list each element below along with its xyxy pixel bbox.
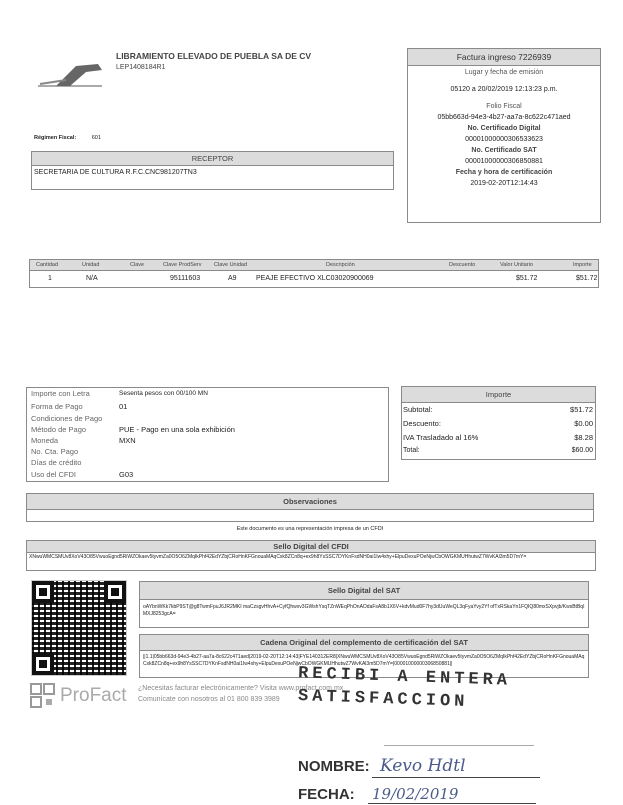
totals-box — [401, 386, 596, 460]
folio-value: 05bb663d-94e3-4b27-aa7a-8c622c471aed — [437, 114, 571, 121]
cell-unit-value: $51.72 — [516, 275, 538, 282]
account-row — [31, 447, 384, 456]
fiscal-regime-value: 601 — [91, 135, 101, 141]
payment-method-label: Método de Pago — [31, 425, 87, 434]
amount-words-label: Importe con Letra — [31, 389, 90, 398]
folio-label: Folio Fiscal — [486, 103, 522, 110]
table-row — [30, 271, 598, 287]
receptor-box — [31, 151, 394, 190]
invoice-info-box — [407, 48, 601, 223]
footer-line-1: ¿Necesitas facturar electrónicamente? Visita www.profact.com.mx — [138, 685, 344, 692]
cert-date-label: Fecha y hora de certificación — [455, 169, 553, 176]
issuer-rfc: LEP1408184R1 — [116, 64, 166, 71]
total-row — [403, 447, 593, 454]
cell-unitkey: A9 — [228, 275, 237, 282]
currency-row — [31, 436, 384, 445]
discount-label: Descuento: — [403, 419, 441, 428]
issuer-name: LIBRAMIENTO ELEVADO DE PUEBLA SA DE CV — [116, 51, 312, 61]
discount-row — [403, 419, 593, 428]
col-clave-prodserv: Clave ProdServ — [163, 262, 202, 268]
total-value: $60.00 — [571, 447, 593, 454]
amount-words-row — [31, 389, 384, 398]
place-date-value: 05120 a 20/02/2019 12:13:23 p.m. — [450, 86, 558, 93]
col-clave: Clave — [130, 262, 145, 268]
fiscal-regime — [34, 135, 101, 141]
col-descripcion: Descripción — [326, 262, 355, 268]
qr-code — [31, 580, 127, 676]
cfdi-use-label: Uso del CFDI — [31, 470, 77, 479]
col-clave-unidad: Clave Unidad — [214, 262, 248, 268]
payment-method-value: PUE - Pago en una sola exhibición — [119, 425, 235, 434]
cell-prodserv: 95111603 — [170, 275, 201, 282]
company-logo — [36, 58, 106, 90]
received-stamp-line-1: RECIBI A ENTERA — [297, 664, 512, 691]
date-handwritten: 19/02/2019 — [372, 785, 459, 803]
amount-words-value: Sesenta pesos con 00/100 MN — [119, 390, 208, 397]
payment-form-label: Forma de Pago — [31, 402, 83, 411]
sat-cert-value: 00001000000306850881 — [465, 158, 543, 165]
cert-value: 00001000000306533623 — [465, 136, 543, 143]
cert-label: No. Certificado Digital — [467, 125, 541, 132]
account-label: No. Cta. Pago — [31, 447, 79, 456]
payment-conditions-label: Condiciones de Pago — [31, 414, 103, 423]
col-valor-unitario: Valor Unitario — [500, 262, 533, 268]
cell-desc: PEAJE EFECTIVO XLC03020900069 — [256, 275, 374, 282]
observations-header: Observaciones — [27, 494, 593, 510]
sat-seal-header: Sello Digital del SAT — [140, 582, 588, 600]
currency-label: Moneda — [31, 436, 59, 445]
subtotal-row — [403, 405, 593, 414]
name-label: NOMBRE: — [298, 758, 370, 775]
credit-days-label: Días de crédito — [31, 458, 82, 467]
name-handwritten: Kevo Hdtl — [380, 756, 466, 776]
currency-value: MXN — [119, 436, 136, 445]
totals-header: Importe — [402, 387, 595, 403]
footer-line-2: Comunícate con nosotros al 01 800 839 3989 — [138, 696, 280, 703]
col-unidad: Unidad — [82, 262, 100, 268]
invoice-title: Factura ingreso 7226939 — [408, 49, 600, 66]
receptor-header: RECEPTOR — [32, 152, 393, 166]
cert-date-value: 2019-02-20T12:14:43 — [470, 180, 538, 187]
cell-amount: $51.72 — [576, 275, 598, 282]
subtotal-value: $51.72 — [570, 405, 593, 414]
fiscal-regime-label: Régimen Fiscal: — [34, 135, 77, 141]
credit-days-row — [31, 458, 384, 467]
date-label: FECHA: — [298, 786, 355, 803]
items-header-row — [30, 260, 598, 271]
original-chain-header: Cadena Original del complemento de certificación del SAT — [140, 635, 588, 651]
name-underline — [372, 777, 540, 778]
observations-box — [26, 493, 594, 522]
cell-unit: N/A — [86, 275, 98, 282]
separator-line — [384, 745, 534, 746]
col-descuento: Descuento — [449, 262, 476, 268]
total-label: Total: — [403, 447, 420, 454]
payment-conditions-row — [31, 414, 384, 423]
cfdi-seal-box — [26, 540, 596, 571]
payment-info-box — [26, 387, 389, 482]
date-underline — [368, 803, 536, 804]
place-date-label: Lugar y fecha de emisión — [464, 69, 544, 76]
receptor-text: SECRETARIA DE CULTURA R.F.C.CNC981207TN3 — [34, 169, 197, 176]
cfdi-seal-header: Sello Digital del CFDI — [27, 541, 595, 553]
received-stamp-line-2: SATISFACCION — [297, 687, 469, 712]
iva-row — [403, 433, 593, 442]
cfdi-seal-value: XNwuWMCSMUv8XoV43O85VwuoEgnd5RiWZOkaev5tyvmZa0O5O6ZMqIkPhf42EdYZbjCRoHnKFGnouaMAqCxk8ZCn8q+ex9h8YsSSC7DYKnFsdNH0ai1Iw4xhy+ElpuDexuPOeNjwCbOWGKMUHhutwZ7WvKAl3m5D7mY= — [29, 554, 527, 560]
profact-brand: ProFact — [60, 685, 127, 706]
col-cantidad: Cantidad — [36, 262, 59, 268]
profact-logo — [30, 683, 130, 711]
cell-qty: 1 — [48, 275, 52, 282]
payment-form-row — [31, 402, 384, 411]
payment-form-value: 01 — [119, 402, 128, 411]
iva-label: IVA Trasladado al 16% — [403, 433, 479, 442]
sat-seal-box — [139, 581, 589, 628]
payment-method-row — [31, 425, 384, 434]
subtotal-label: Subtotal: — [403, 405, 433, 414]
cfdi-representation-note: Este documento es una representación impresa de un CFDI — [236, 526, 384, 532]
cfdi-use-row — [31, 470, 384, 479]
sat-cert-label: No. Certificado SAT — [471, 147, 537, 154]
cfdi-use-value: G03 — [119, 470, 134, 479]
col-importe: Importe — [573, 262, 592, 268]
original-chain-value: ||1.1|05bb663d-94e3-4b27-aa7a-8c622c471aed|2019-02-20T12:14:43|FYE140312ER8|XNwuWMCSMUv8XoV43O85VwuoEgnd5RiWZOkaev5tyvmZa0O5O6ZMqIkPhf42EdYZbjCRoHnKFGnouaMAqCxk8ZCn8q+ex9h8YsSSC7DYKnFsdNH0ai1Iw4xhy+ElpuDexuPOeNjwCbOWGKMUHhutwZ7WvKAl3m5D7mY=|00001000000306850881|| — [143, 654, 585, 667]
iva-value: $8.28 — [574, 433, 593, 442]
sat-seal-value: oAYbnWKk7kbP9ST@g8TwmFpuJ6JR2MKI maCzsgvHhvA+CyfQhwxv3GWshYsqTZnWEqPhOnAOdaFsA8b1X6V+kdvMud0F7hy3dUuWeQL3qFyaYvy2Yf ofTxRSkaYn1FQIQ80mxSXpvjb/KwsBtBqIMXJ8253gcA= — [143, 604, 585, 617]
items-table — [29, 259, 599, 288]
discount-value: $0.00 — [574, 419, 593, 428]
profact-mark-icon — [30, 683, 56, 709]
